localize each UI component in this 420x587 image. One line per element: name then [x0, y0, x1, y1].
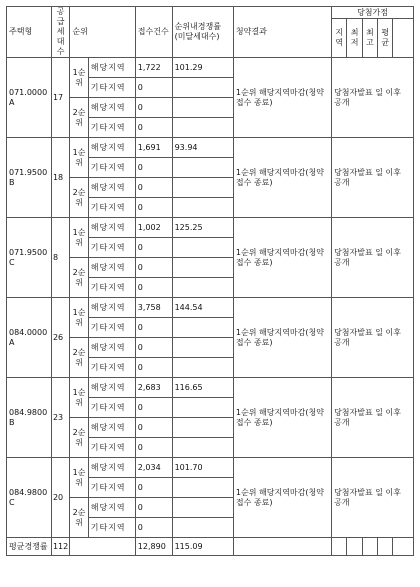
- result-cell: 1순위 해당지역마감(청약 접수 종료): [233, 298, 331, 378]
- rank-2-label: 2순위: [70, 98, 88, 138]
- rank2-other-received: 0: [135, 118, 172, 138]
- result-cell: 1순위 해당지역마감(청약 접수 종료): [233, 58, 331, 138]
- rank-1-label: 1순위: [70, 218, 88, 258]
- rank2-other-rate: [172, 118, 233, 138]
- area-local-label: 해당지역: [88, 298, 135, 318]
- rank1-local-received: 3,758: [135, 298, 172, 318]
- total-result-blank: [233, 538, 331, 556]
- rank1-local-rate: 116.65: [172, 378, 233, 398]
- rank1-local-rate: 125.25: [172, 218, 233, 238]
- header-average: 평균: [378, 19, 393, 58]
- area-local-label: 해당지역: [88, 498, 135, 518]
- area-other-label: 기타지역: [88, 158, 135, 178]
- result-cell: 1순위 해당지역마감(청약 접수 종료): [233, 218, 331, 298]
- rank2-other-received: 0: [135, 278, 172, 298]
- rank1-other-rate: [172, 478, 233, 498]
- rank-2-label: 2순위: [70, 338, 88, 378]
- area-other-label: 기타지역: [88, 78, 135, 98]
- rank2-local-rate: [172, 258, 233, 278]
- header-rank: 순위: [70, 7, 135, 58]
- rank1-local-rate: 144.54: [172, 298, 233, 318]
- rank-1-label: 1순위: [70, 458, 88, 498]
- rank1-local-rate: 101.70: [172, 458, 233, 478]
- winning-score-cell: 당첨자발표 일 이후 공개: [332, 298, 414, 378]
- total-rate: 115.09: [172, 538, 233, 556]
- header-supply-units: 공급세대수: [51, 7, 69, 58]
- rank1-other-rate: [172, 158, 233, 178]
- header-lowest: 최저: [347, 19, 362, 58]
- rank2-local-received: 0: [135, 498, 172, 518]
- rank2-other-rate: [172, 518, 233, 538]
- rank2-other-rate: [172, 438, 233, 458]
- rank2-other-rate: [172, 358, 233, 378]
- rank1-other-received: 0: [135, 158, 172, 178]
- total-score-blank: [378, 538, 393, 556]
- header-competition: 순위내경쟁률(미달세대수): [172, 7, 233, 58]
- unit-type-cell: 084.0000A: [7, 298, 52, 378]
- area-other-label: 기타지역: [88, 278, 135, 298]
- total-row: [7, 538, 414, 556]
- rank-1-label: 1순위: [70, 58, 88, 98]
- table-row: [7, 378, 414, 398]
- rank1-other-received: 0: [135, 78, 172, 98]
- rank1-local-rate: 93.94: [172, 138, 233, 158]
- area-local-label: 해당지역: [88, 458, 135, 478]
- rank1-other-received: 0: [135, 478, 172, 498]
- supply-units-cell: 20: [51, 458, 69, 538]
- rank1-local-received: 2,683: [135, 378, 172, 398]
- rank2-local-rate: [172, 498, 233, 518]
- unit-type-cell: 084.9800B: [7, 378, 52, 458]
- area-local-label: 해당지역: [88, 338, 135, 358]
- area-other-label: 기타지역: [88, 438, 135, 458]
- supply-units-cell: 23: [51, 378, 69, 458]
- result-cell: 1순위 해당지역마감(청약 접수 종료): [233, 378, 331, 458]
- rank1-other-rate: [172, 78, 233, 98]
- header-received: 접수건수: [135, 7, 172, 58]
- rank2-other-rate: [172, 278, 233, 298]
- rank1-other-received: 0: [135, 398, 172, 418]
- area-other-label: 기타지역: [88, 198, 135, 218]
- rank-2-label: 2순위: [70, 498, 88, 538]
- winning-score-cell: 당첨자발표 일 이후 공개: [332, 218, 414, 298]
- rank1-local-received: 1,722: [135, 58, 172, 78]
- rank1-other-rate: [172, 398, 233, 418]
- area-other-label: 기타지역: [88, 478, 135, 498]
- rank1-local-received: 1,002: [135, 218, 172, 238]
- area-local-label: 해당지역: [88, 418, 135, 438]
- winning-score-cell: 당첨자발표 일 이후 공개: [332, 378, 414, 458]
- rank2-local-received: 0: [135, 98, 172, 118]
- total-blank: [70, 538, 135, 556]
- header-highest: 최고: [362, 19, 377, 58]
- rank1-other-received: 0: [135, 238, 172, 258]
- unit-type-cell: 071.0000A: [7, 58, 52, 138]
- rank1-local-received: 1,691: [135, 138, 172, 158]
- supply-units-cell: 26: [51, 298, 69, 378]
- rank2-local-received: 0: [135, 258, 172, 278]
- area-local-label: 해당지역: [88, 378, 135, 398]
- winning-score-cell: 당첨자발표 일 이후 공개: [332, 138, 414, 218]
- table-row: [7, 458, 414, 478]
- rank2-other-rate: [172, 198, 233, 218]
- table-row: [7, 138, 414, 158]
- rank1-other-rate: [172, 238, 233, 258]
- rank1-other-received: 0: [135, 318, 172, 338]
- area-other-label: 기타지역: [88, 318, 135, 338]
- table-row: [7, 298, 414, 318]
- rank2-local-rate: [172, 338, 233, 358]
- rank-2-label: 2순위: [70, 178, 88, 218]
- rank2-local-rate: [172, 178, 233, 198]
- area-other-label: 기타지역: [88, 118, 135, 138]
- area-other-label: 기타지역: [88, 518, 135, 538]
- rank-1-label: 1순위: [70, 138, 88, 178]
- total-score-blank: [362, 538, 377, 556]
- header-blank: [393, 19, 414, 58]
- area-local-label: 해당지역: [88, 58, 135, 78]
- header-region: 지역: [332, 19, 347, 58]
- rank1-other-rate: [172, 318, 233, 338]
- unit-type-cell: 071.9500B: [7, 138, 52, 218]
- area-other-label: 기타지역: [88, 358, 135, 378]
- rank-1-label: 1순위: [70, 378, 88, 418]
- area-other-label: 기타지역: [88, 238, 135, 258]
- header-unit-type: 주택형: [7, 7, 52, 58]
- rank2-local-received: 0: [135, 418, 172, 438]
- rank2-local-received: 0: [135, 178, 172, 198]
- rank2-local-rate: [172, 418, 233, 438]
- rank2-local-received: 0: [135, 338, 172, 358]
- rank1-local-received: 2,034: [135, 458, 172, 478]
- supply-units-cell: 17: [51, 58, 69, 138]
- rank2-other-received: 0: [135, 358, 172, 378]
- area-other-label: 기타지역: [88, 398, 135, 418]
- area-local-label: 해당지역: [88, 178, 135, 198]
- rank2-other-received: 0: [135, 198, 172, 218]
- rank2-other-received: 0: [135, 518, 172, 538]
- area-local-label: 해당지역: [88, 218, 135, 238]
- rank-1-label: 1순위: [70, 298, 88, 338]
- area-local-label: 해당지역: [88, 258, 135, 278]
- result-cell: 1순위 해당지역마감(청약 접수 종료): [233, 138, 331, 218]
- table-row: [7, 58, 414, 78]
- rank2-local-rate: [172, 98, 233, 118]
- total-label: 평균경쟁률: [7, 538, 52, 556]
- subscription-results-table: [6, 6, 414, 556]
- rank-2-label: 2순위: [70, 258, 88, 298]
- total-score-blank: [393, 538, 414, 556]
- winning-score-cell: 당첨자발표 일 이후 공개: [332, 458, 414, 538]
- area-local-label: 해당지역: [88, 138, 135, 158]
- unit-type-cell: 084.9800C: [7, 458, 52, 538]
- result-cell: 1순위 해당지역마감(청약 접수 종료): [233, 458, 331, 538]
- unit-type-cell: 071.9500C: [7, 218, 52, 298]
- area-local-label: 해당지역: [88, 98, 135, 118]
- total-score-blank: [347, 538, 362, 556]
- header-result: 청약결과: [233, 7, 331, 58]
- supply-units-cell: 8: [51, 218, 69, 298]
- winning-score-cell: 당첨자발표 일 이후 공개: [332, 58, 414, 138]
- rank-2-label: 2순위: [70, 418, 88, 458]
- total-received: 12,890: [135, 538, 172, 556]
- supply-units-cell: 18: [51, 138, 69, 218]
- total-units: 112: [51, 538, 69, 556]
- header-winning-score: 당첨가점: [332, 7, 414, 19]
- total-score-blank: [332, 538, 347, 556]
- rank2-other-received: 0: [135, 438, 172, 458]
- rank1-local-rate: 101.29: [172, 58, 233, 78]
- table-row: [7, 218, 414, 238]
